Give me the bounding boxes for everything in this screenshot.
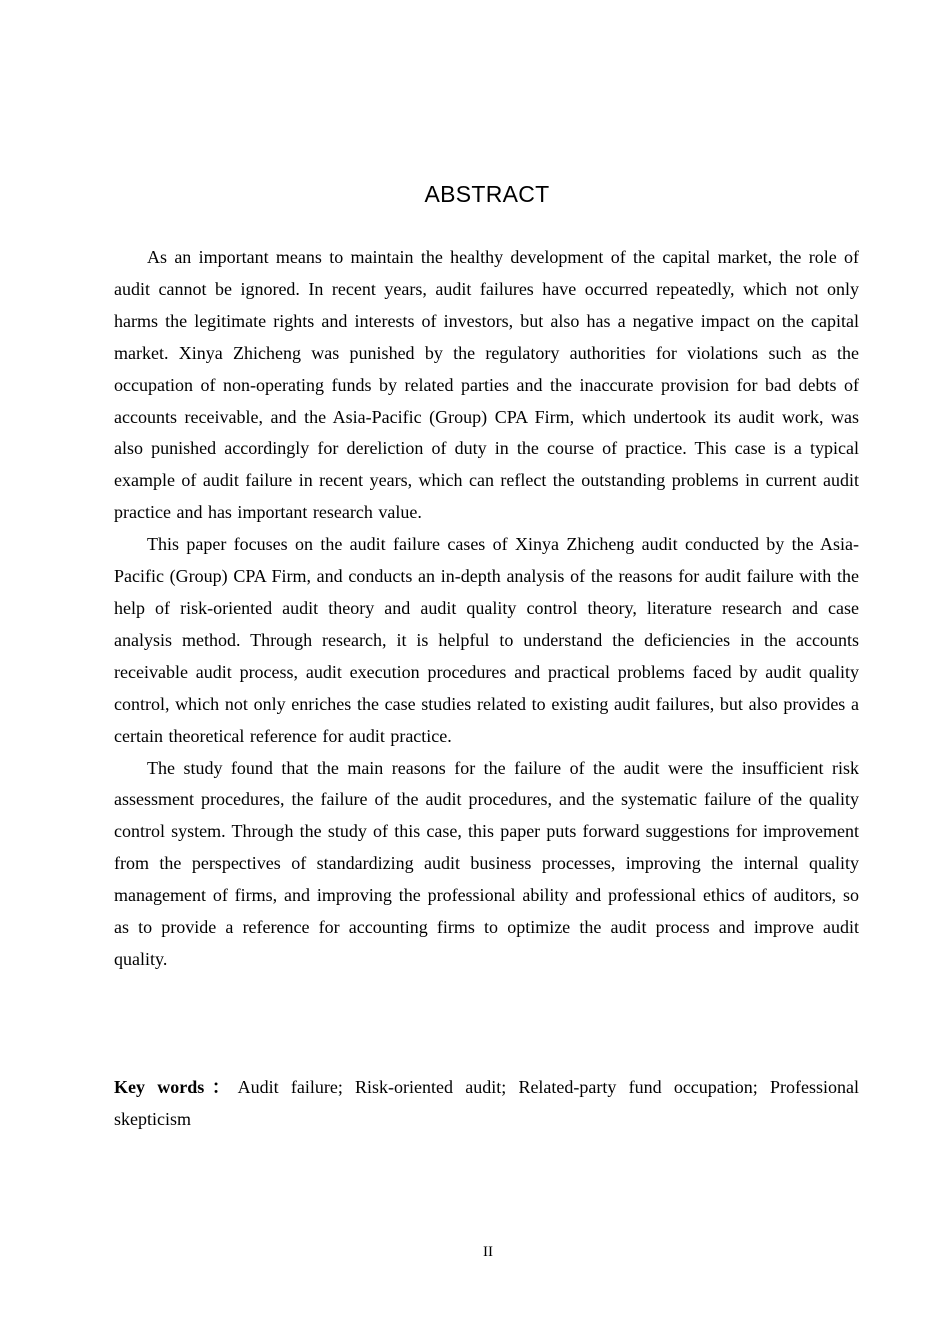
keywords-text: Audit failure; Risk-oriented audit; Related-party fund occupation; Professional skepticism (114, 1077, 859, 1129)
abstract-body (114, 242, 859, 976)
abstract-paragraph-3: The study found that the main reasons for the failure of the audit were the insufficient risk assessment procedures, the failure of the audit procedures, and the systematic failure of the quality control system. Through the study of this case, this paper puts forward suggestions for improvement from the perspectives of standardizing audit business processes, improving the internal quality management of firms, and improving the professional ability and professional ethics of auditors, so as to provide a reference for accounting firms to optimize the audit process and improve audit quality. (114, 757, 859, 969)
abstract-paragraph-2: This paper focuses on the audit failure cases of Xinya Zhicheng audit conducted by the Asia-Pacific (Group) CPA Firm, and conducts an in-depth analysis of the reasons for audit failure with the help of risk-oriented audit theory and audit quality control theory, literature research and case analysis method. Through research, it is helpful to understand the deficiencies in the accounts receivable audit process, audit execution procedures and practical problems faced by audit quality control, which not only enriches the case studies related to existing audit failures, but also provides a certain theoretical reference for audit practice. (114, 534, 859, 746)
keywords-line (114, 1072, 859, 1135)
abstract-title: ABSTRACT (424, 181, 550, 207)
page-number: II (483, 1244, 493, 1260)
abstract-paragraph-1: As an important means to maintain the healthy development of the capital market, the role of audit cannot be ignored. In recent years, audit failures have occurred repeatedly, which not only harms the legitimate rights and interests of investors, but also has a negative impact on the capital market. Xinya Zhicheng was punished by the regulatory authorities for violations such as the occupation of non-operating funds by related parties and the inaccurate provision for bad debts of accounts receivable, and the Asia-Pacific (Group) CPA Firm, which undertook its audit work, was also punished accordingly for dereliction of duty in the course of practice. This case is a typical example of audit failure in recent years, which can reflect the outstanding problems in current audit practice and has important research value. (114, 247, 859, 523)
keywords-label: Key words： (114, 1077, 238, 1097)
